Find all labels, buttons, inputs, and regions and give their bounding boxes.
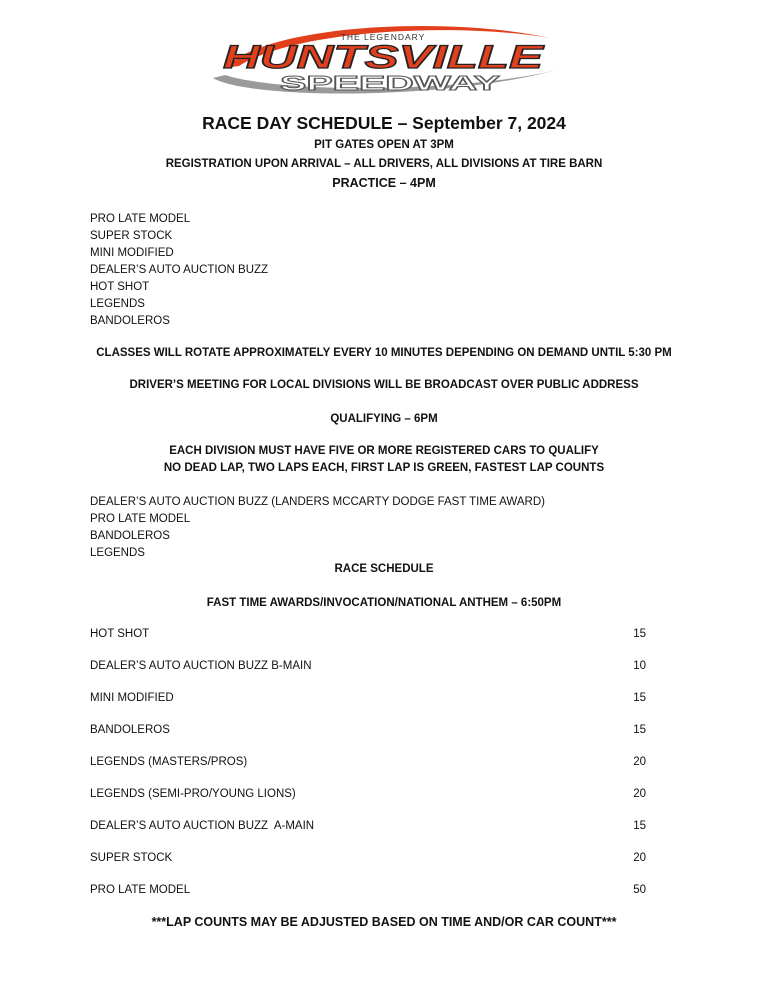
rotation-note: CLASSES WILL ROTATE APPROXIMATELY EVERY 10 MINUTES DEPENDING ON DEMAND UNTIL 5:30 PM [96,347,672,359]
list-item: PRO LATE MODEL [90,213,191,225]
race-laps: 20 [633,788,646,800]
list-item: PRO LATE MODEL [90,513,191,525]
table-row [90,788,646,805]
drivers-meeting-note: DRIVER’S MEETING FOR LOCAL DIVISIONS WILL BE BROADCAST OVER PUBLIC ADDRESS [129,379,639,391]
race-laps: 15 [633,724,646,736]
list-item: LEGENDS [90,547,145,559]
list-item: DEALER’S AUTO AUCTION BUZZ [90,264,269,276]
list-item: BANDOLEROS [90,315,170,327]
practice-division-list [90,211,268,330]
race-division: DEALER’S AUTO AUCTION BUZZ A-MAIN [90,820,315,832]
list-item: MINI MODIFIED [90,247,174,259]
pit-gates-note: PIT GATES OPEN AT 3PM [314,139,454,151]
race-laps: 15 [633,628,646,640]
race-division: MINI MODIFIED [90,692,174,704]
race-laps: 50 [633,884,646,896]
race-division: LEGENDS (MASTERS/PROS) [90,756,248,768]
table-row [90,820,646,837]
race-division: LEGENDS (SEMI-PRO/YOUNG LIONS) [90,788,296,800]
registration-note: REGISTRATION UPON ARRIVAL – ALL DRIVERS, ALL DIVISIONS AT TIRE BARN [165,158,603,170]
logo-sub: SPEEDWAY [280,73,502,95]
logo-name: HUNTSVILLE [223,39,546,75]
race-division: BANDOLEROS [90,724,170,736]
table-row [90,884,646,901]
table-row [90,756,646,773]
page-title: RACE DAY SCHEDULE – September 7, 2024 [202,113,566,133]
race-schedule-heading: RACE SCHEDULE [334,563,434,575]
table-row [90,724,646,741]
qualifying-rule: NO DEAD LAP, TWO LAPS EACH, FIRST LAP IS GREEN, FASTEST LAP COUNTS [163,462,605,474]
lap-count-disclaimer: ***LAP COUNTS MAY BE ADJUSTED BASED ON TIME AND/OR CAR COUNT*** [151,915,617,929]
logo-tagline: THE LEGENDARY [340,32,426,42]
qualifying-rule: EACH DIVISION MUST HAVE FIVE OR MORE REGISTERED CARS TO QUALIFY [169,445,599,457]
huntsville-speedway-logo [205,20,565,100]
race-laps: 20 [633,852,646,864]
list-item: DEALER’S AUTO AUCTION BUZZ (LANDERS MCCARTY DODGE FAST TIME AWARD) [90,496,545,508]
race-division: PRO LATE MODEL [90,884,191,896]
race-division: HOT SHOT [90,628,150,640]
list-item: BANDOLEROS [90,530,170,542]
table-row [90,852,646,869]
table-row [90,628,646,645]
race-division: DEALER’S AUTO AUCTION BUZZ B-MAIN [90,660,312,672]
list-item: LEGENDS [90,298,145,310]
list-item: HOT SHOT [90,281,150,293]
practice-heading: PRACTICE – 4PM [332,176,436,190]
table-row [90,692,646,709]
qualifying-division-list [90,494,545,562]
opening-ceremony-note: FAST TIME AWARDS/INVOCATION/NATIONAL ANTHEM – 6:50PM [206,597,562,609]
race-division: SUPER STOCK [90,852,173,864]
race-laps: 10 [633,660,646,672]
race-laps: 20 [633,756,646,768]
list-item: SUPER STOCK [90,230,173,242]
qualifying-heading: QUALIFYING – 6PM [330,413,438,425]
race-laps: 15 [633,820,646,832]
table-row [90,660,646,677]
race-laps: 15 [633,692,646,704]
